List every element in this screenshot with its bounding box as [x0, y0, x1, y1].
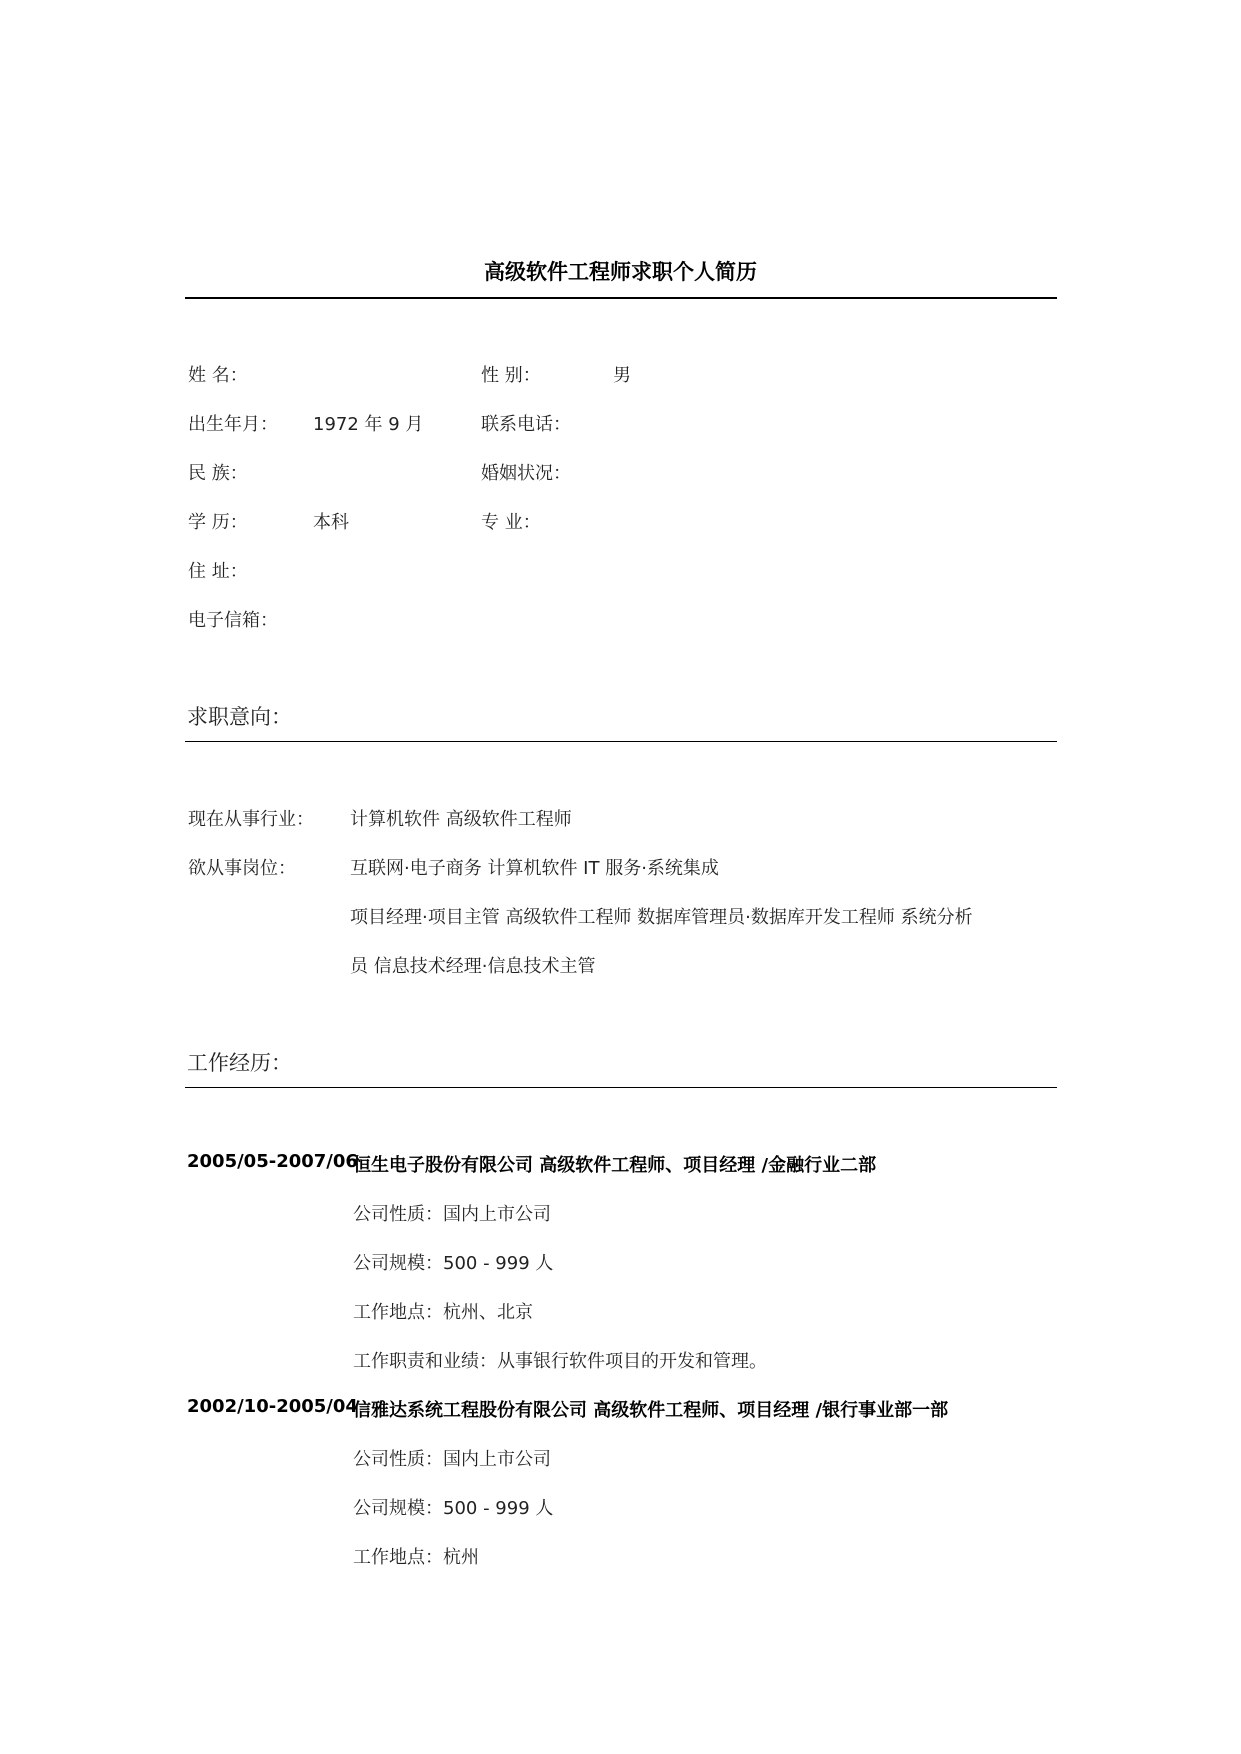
phone-label: 联系电话： — [481, 414, 571, 435]
position-line-1: 互联网·电子商务 计算机软件 IT 服务·系统集成 — [350, 858, 719, 879]
education-label: 学 历： — [188, 512, 248, 533]
industry-label: 现在从事行业： — [188, 809, 314, 830]
experience-heading: 工作经历： — [187, 1051, 292, 1075]
gender-label: 性 别： — [481, 365, 541, 386]
intent-heading: 求职意向： — [187, 705, 292, 729]
experience-divider — [185, 1087, 1057, 1088]
marital-label: 婚姻状况： — [481, 463, 571, 484]
job-period: 2005/05-2007/06 — [187, 1151, 358, 1172]
job-company-scale: 公司规模：500 - 999 人 — [353, 1253, 554, 1274]
birth-label: 出生年月： — [188, 414, 278, 435]
title-divider — [185, 297, 1057, 299]
job-header: 恒生电子股份有限公司 高级软件工程师、项目经理 /金融行业二部 — [353, 1155, 877, 1176]
job-period: 2002/10-2005/04 — [187, 1396, 358, 1417]
position-label: 欲从事岗位： — [188, 858, 296, 879]
job-location: 工作地点：杭州、北京 — [353, 1302, 533, 1323]
job-header: 信雅达系统工程股份有限公司 高级软件工程师、项目经理 /银行事业部一部 — [353, 1400, 949, 1421]
position-line-3: 员 信息技术经理·信息技术主管 — [350, 956, 596, 977]
job-company-nature: 公司性质：国内上市公司 — [353, 1449, 551, 1470]
industry-value: 计算机软件 高级软件工程师 — [350, 809, 572, 830]
education-value: 本科 — [313, 512, 349, 533]
job-location: 工作地点：杭州 — [353, 1547, 479, 1568]
job-company-nature: 公司性质：国内上市公司 — [353, 1204, 551, 1225]
job-duties: 工作职责和业绩：从事银行软件项目的开发和管理。 — [353, 1351, 767, 1372]
job-company-scale: 公司规模：500 - 999 人 — [353, 1498, 554, 1519]
email-label: 电子信箱： — [188, 610, 278, 631]
page-title: 高级软件工程师求职个人简历 — [484, 260, 757, 284]
gender-value: 男 — [613, 365, 631, 386]
address-label: 住 址： — [188, 561, 248, 582]
ethnicity-label: 民 族： — [188, 463, 248, 484]
major-label: 专 业： — [481, 512, 541, 533]
position-line-2: 项目经理·项目主管 高级软件工程师 数据库管理员·数据库开发工程师 系统分析 — [350, 907, 973, 928]
birth-value: 1972 年 9 月 — [313, 414, 424, 435]
intent-divider — [185, 741, 1057, 742]
name-label: 姓 名： — [188, 365, 248, 386]
